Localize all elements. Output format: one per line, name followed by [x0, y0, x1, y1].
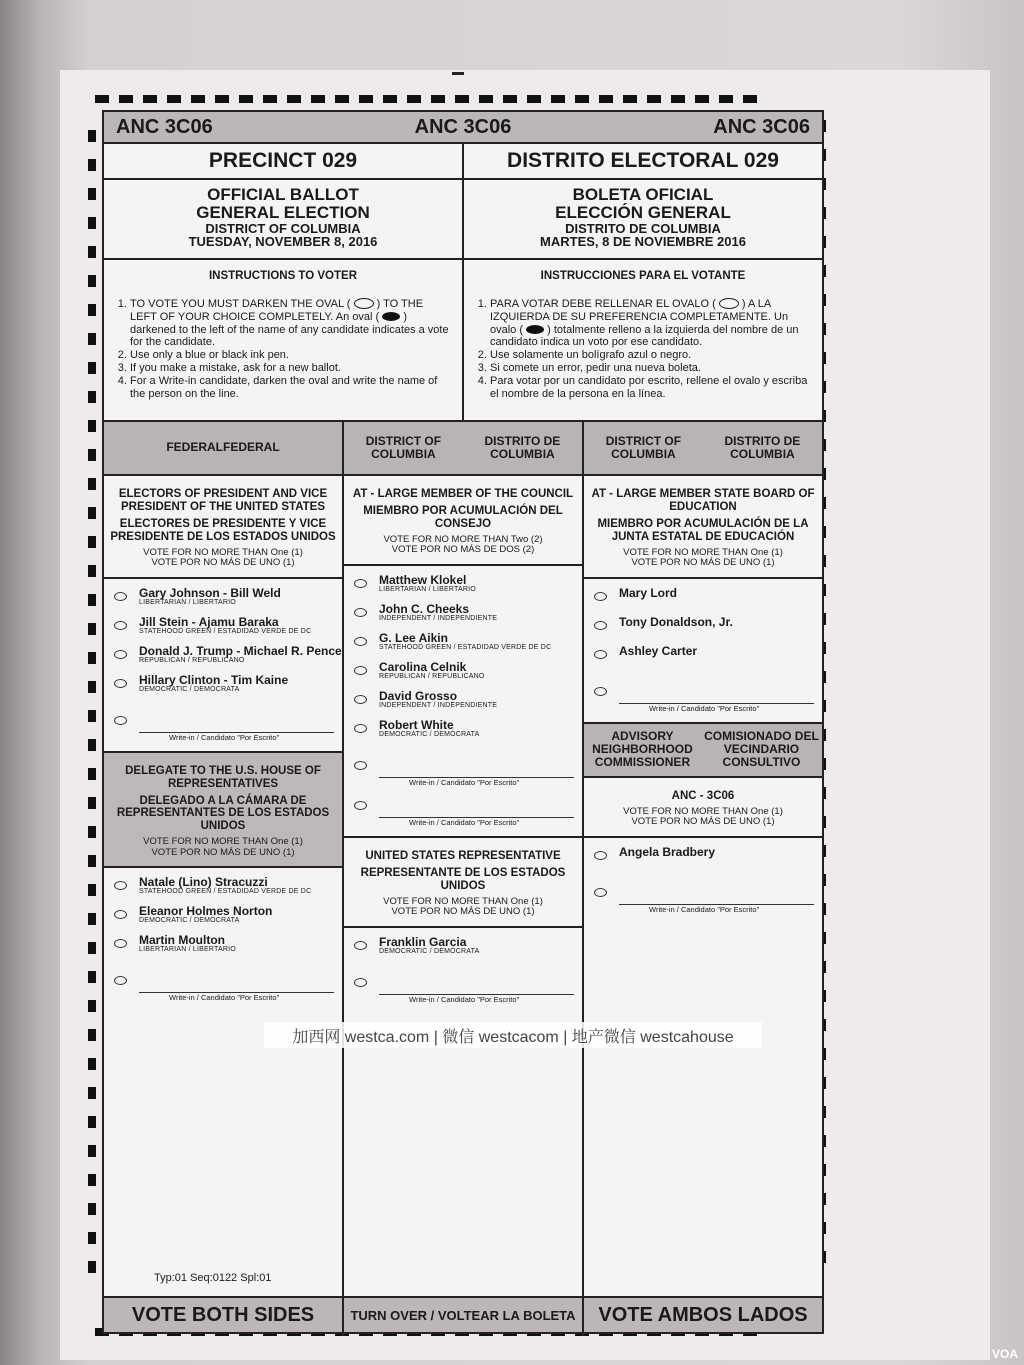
timing-mark	[88, 362, 96, 374]
candidate-party: LIBERTARIAN / LIBERTARIO	[379, 585, 476, 593]
candidate-name: Ashley Carter	[619, 643, 698, 658]
timing-mark	[599, 95, 613, 103]
timing-mark	[88, 275, 96, 287]
vote-rule: VOTE FOR NO MORE THAN One (1)	[143, 836, 303, 848]
candidate-text	[379, 936, 479, 956]
candidate-name: Hillary Clinton - Tim Kaine	[139, 672, 289, 687]
contest-header	[344, 836, 582, 928]
contest-title: MIEMBRO POR ACUMULACIÓN DEL CONSEJO	[363, 504, 563, 530]
candidate-text	[139, 674, 288, 694]
timing-mark	[88, 130, 96, 142]
timing-mark	[551, 95, 565, 103]
candidate-text	[139, 616, 311, 636]
timing-mark	[88, 1000, 96, 1012]
write-in-label: Write-in / Candidato "Por Escrito"	[649, 703, 760, 713]
timing-mark	[88, 1087, 96, 1099]
candidate-list	[584, 838, 822, 923]
write-in-row[interactable]	[104, 963, 342, 1003]
candidate-row[interactable]	[344, 690, 582, 719]
candidate-oval[interactable]	[354, 579, 367, 588]
write-in-row[interactable]	[104, 703, 342, 742]
voa-logo: VOA	[991, 1347, 1018, 1361]
contest-title: ELECTORS OF PRESIDENT AND VICE PRESIDENT OF THE UNITED STATES	[118, 488, 328, 513]
column-federal	[104, 422, 344, 1336]
candidate-text	[139, 645, 342, 665]
write-in-line[interactable]	[619, 683, 814, 713]
timing-mark	[88, 420, 96, 432]
candidate-party: STATEHOOD GREEN / ESTADIDAD VERDE DE DC	[139, 627, 312, 635]
candidate-name: Donald J. Trump - Michael R. Pence	[139, 643, 342, 658]
candidate-list	[104, 868, 342, 1011]
timing-mark	[88, 710, 96, 722]
timing-mark	[311, 95, 325, 103]
timing-mark	[431, 95, 445, 103]
timing-mark	[695, 95, 709, 103]
candidate-text	[379, 719, 479, 739]
timing-mark	[335, 95, 349, 103]
candidate-row[interactable]	[104, 587, 342, 616]
timing-mark	[287, 95, 301, 103]
section-header-line: FEDERAL	[223, 440, 280, 455]
write-in-line[interactable]	[379, 757, 574, 787]
write-in-label: Write-in / Candidato "Por Escrito"	[649, 904, 760, 914]
timing-mark	[215, 95, 229, 103]
section-header-line: DISTRITO DE COLUMBIA	[724, 433, 801, 461]
candidate-name: Matthew Klokel	[379, 572, 467, 587]
write-in-row[interactable]	[344, 965, 582, 1004]
candidate-oval[interactable]	[354, 608, 367, 617]
candidate-oval[interactable]	[114, 679, 127, 688]
candidate-party: STATEHOOD GREEN / ESTADIDAD VERDE DE DC	[379, 643, 552, 651]
candidate-party: LIBERTARIAN / LIBERTARIO	[139, 946, 236, 954]
candidate-party: INDEPENDENT / INDEPENDIENTE	[379, 701, 498, 709]
ballot-footer	[104, 1296, 822, 1332]
timing-mark	[647, 95, 661, 103]
vote-rule: VOTE POR NO MÁS DE UNO (1)	[631, 557, 775, 569]
timing-mark	[407, 95, 421, 103]
candidate-row[interactable]	[104, 905, 342, 934]
timing-mark	[88, 884, 96, 896]
candidate-party: INDEPENDENT / INDEPENDIENTE	[379, 614, 498, 622]
sequence-code: Typ:01 Seq:0122 Spl:01	[154, 1272, 272, 1284]
candidate-text	[379, 661, 485, 681]
instructions-row	[104, 260, 822, 422]
timing-mark	[88, 217, 96, 229]
column-dc-2	[584, 422, 822, 1336]
section-header	[104, 422, 342, 476]
candidate-name: Angela Bradbery	[619, 844, 716, 859]
watermark-caption: 加西网 westca.com | 微信 westcacom | 地产微信 westcahouse	[264, 1022, 762, 1048]
timing-mark	[88, 652, 96, 664]
filled-oval-icon	[382, 312, 400, 321]
empty-oval-icon	[354, 298, 374, 309]
contest-title: DELEGATE TO THE U.S. HOUSE OF REPRESENTATIVES	[125, 764, 321, 790]
timing-mark	[88, 1261, 96, 1273]
anc-label-center: ANC 3C06	[414, 115, 512, 138]
candidate-oval[interactable]	[594, 621, 607, 630]
footer-vote-both-sides: VOTE BOTH SIDES	[104, 1298, 344, 1332]
timing-mark	[95, 95, 109, 103]
instructions-en: INSTRUCTIONS TO VOTER 1. TO VOTE YOU MUST DARKEN THE OVAL ( ) TO THE LEFT OF YOUR CHOICE COMPLETELY. An oval ( ) darkened to the left of the name of any candidate indicates a vote for the candidate. 2. Use only a blue or black ink pen. 3. If you make a mistake, ask for a new ballot. 4. For a Write-in candidate, darken the oval and write the name of the person on the line.	[104, 260, 464, 420]
instructions-es: INSTRUCCIONES PARA EL VOTANTE 1. PARA VOTAR DEBE RELLENAR EL OVALO ( ) A LA IZQUIERDA DE SU PREFERENCIA COMPLETAMENTE. Un ovalo ( ) totalmente relleno a la izquierda del nombre de un candidato indica un voto por ese candidato. 2. Use solamente un bolígrafo azul o negro. 3. Si comete un error, pedir una nueva boleta. 4. Para votar por un candidato por escrito, rellene el ovalo y escriba el nombre de la persona en la línea.	[464, 260, 822, 420]
title-row	[104, 180, 822, 260]
timing-mark	[88, 536, 96, 548]
contest-band-line: ADVISORY NEIGHBORHOOD COMMISSIONER	[592, 728, 693, 770]
write-in-line[interactable]	[379, 797, 574, 827]
timing-mark	[671, 95, 685, 103]
contest-title: ANC - 3C06	[671, 789, 735, 802]
anc-header	[104, 112, 822, 144]
contest-header	[104, 476, 342, 579]
candidate-oval[interactable]	[114, 939, 127, 948]
candidate-oval[interactable]	[594, 650, 607, 659]
contest-band	[584, 722, 822, 778]
candidate-row[interactable]	[584, 645, 822, 674]
section-header-line: FEDERAL	[166, 440, 223, 455]
candidate-name: Carolina Celnik	[379, 659, 467, 674]
precinct-row	[104, 144, 822, 180]
write-in-row[interactable]	[344, 788, 582, 827]
candidate-row[interactable]	[344, 632, 582, 661]
timing-mark	[88, 159, 96, 171]
write-in-label: Write-in / Candidato "Por Escrito"	[169, 732, 280, 742]
candidate-oval[interactable]	[354, 941, 367, 950]
candidate-name: John C. Cheeks	[379, 601, 470, 616]
timing-mark	[88, 768, 96, 780]
candidate-party: REPUBLICAN / REPUBLICANO	[139, 656, 245, 664]
precinct-en: PRECINCT 029	[104, 144, 464, 178]
candidate-name: Jill Stein - Ajamu Baraka	[139, 614, 279, 629]
candidate-row[interactable]	[584, 616, 822, 645]
candidate-row[interactable]	[104, 674, 342, 703]
contest-header	[104, 751, 342, 869]
timing-mark	[167, 95, 181, 103]
candidate-row[interactable]	[584, 846, 822, 875]
candidate-oval[interactable]	[114, 592, 127, 601]
candidate-text	[379, 574, 476, 594]
contest-band-line: COMISIONADO DEL VECINDARIO CONSULTIVO	[704, 728, 819, 770]
candidate-name: Martin Moulton	[139, 933, 225, 948]
timing-mark	[88, 507, 96, 519]
candidate-oval[interactable]	[114, 881, 127, 890]
empty-oval-icon	[719, 298, 739, 309]
candidate-oval[interactable]	[594, 592, 607, 601]
timing-mark	[143, 95, 157, 103]
section-header	[344, 422, 582, 476]
timing-mark	[88, 304, 96, 316]
timing-mark	[88, 855, 96, 867]
candidate-row[interactable]	[344, 574, 582, 603]
contest-title: AT - LARGE MEMBER OF THE COUNCIL	[352, 488, 574, 500]
candidate-row[interactable]	[104, 616, 342, 645]
candidate-text	[139, 876, 311, 896]
timing-mark	[263, 95, 277, 103]
timing-mark	[623, 95, 637, 103]
candidate-row[interactable]	[584, 587, 822, 616]
timing-mark	[88, 1203, 96, 1215]
candidate-text	[379, 690, 497, 710]
vote-rule: VOTE POR NO MÁS DE UNO (1)	[151, 846, 295, 858]
candidate-row[interactable]	[344, 719, 582, 748]
contest-title: DELEGADO A LA CÁMARA DE REPRESENTANTES DE LOS ESTADOS UNIDOS	[116, 794, 330, 833]
candidate-text	[139, 934, 236, 954]
write-in-label: Write-in / Candidato "Por Escrito"	[409, 817, 520, 827]
contest-header	[584, 778, 822, 838]
anc-label-right: ANC 3C06	[713, 115, 810, 138]
timing-mark	[88, 1174, 96, 1186]
timing-mark	[88, 594, 96, 606]
timing-mark	[88, 826, 96, 838]
candidate-party: DEMOCRATIC / DEMÓCRATA	[139, 917, 240, 925]
timing-mark	[119, 95, 133, 103]
write-in-row[interactable]	[344, 748, 582, 787]
filled-oval-icon	[526, 325, 544, 334]
footer-turn-over: TURN OVER / VOLTEAR LA BOLETA	[344, 1298, 584, 1332]
candidate-text	[379, 632, 551, 652]
timing-mark	[455, 95, 469, 103]
timing-mark	[88, 971, 96, 983]
candidate-text	[619, 587, 677, 599]
section-header-line: DISTRICT OF COLUMBIA	[605, 433, 682, 461]
timing-mark	[88, 739, 96, 751]
write-in-oval[interactable]	[114, 976, 127, 985]
candidate-oval[interactable]	[354, 666, 367, 675]
candidate-oval[interactable]	[114, 650, 127, 659]
candidate-party: DEMOCRATIC / DEMÓCRATA	[139, 685, 240, 693]
contest-title: AT - LARGE MEMBER STATE BOARD OF EDUCATION	[591, 488, 815, 513]
section-header-line: DISTRITO DE COLUMBIA	[484, 433, 561, 461]
candidate-name: Tony Donaldson, Jr.	[619, 614, 733, 629]
vote-rule: VOTE FOR NO MORE THAN Two (2)	[383, 533, 543, 545]
timing-mark	[88, 1058, 96, 1070]
candidate-text	[619, 616, 733, 628]
candidate-name: Gary Johnson - Bill Weld	[139, 585, 281, 600]
contest-title: ELECTORES DE PRESIDENTE Y VICE PRESIDENTE DE LOS ESTADOS UNIDOS	[110, 517, 336, 543]
write-in-oval[interactable]	[594, 687, 607, 696]
timing-mark	[88, 1145, 96, 1157]
contest-columns	[104, 422, 822, 1336]
vote-rule: VOTE POR NO MÁS DE UNO (1)	[631, 816, 775, 828]
candidate-name: Mary Lord	[619, 585, 678, 600]
write-in-line[interactable]	[619, 884, 814, 914]
timing-mark	[743, 95, 757, 103]
candidate-oval[interactable]	[354, 695, 367, 704]
candidate-row[interactable]	[104, 645, 342, 674]
write-in-label: Write-in / Candidato "Por Escrito"	[409, 994, 520, 1004]
candidate-party: DEMOCRATIC / DEMÓCRATA	[379, 947, 480, 955]
candidate-name: Eleanor Holmes Norton	[139, 904, 273, 919]
candidate-text	[619, 846, 715, 858]
candidate-row[interactable]	[104, 934, 342, 963]
timing-mark	[88, 478, 96, 490]
candidate-row[interactable]	[344, 661, 582, 690]
timing-mark	[88, 246, 96, 258]
timing-mark	[719, 95, 733, 103]
timing-marks-top	[95, 95, 757, 103]
section-header-line: DISTRICT OF COLUMBIA	[365, 433, 442, 461]
timing-mark	[88, 1232, 96, 1244]
candidate-row[interactable]	[344, 936, 582, 965]
timing-mark	[239, 95, 253, 103]
contest-header	[584, 476, 822, 579]
write-in-oval[interactable]	[114, 716, 127, 725]
section-header	[584, 422, 822, 476]
timing-marks-left	[88, 130, 96, 1273]
candidate-party: REPUBLICAN / REPUBLICANO	[379, 672, 485, 680]
timing-mark	[359, 95, 373, 103]
candidate-list	[344, 566, 582, 836]
registration-mark	[452, 72, 464, 75]
timing-mark	[88, 681, 96, 693]
candidate-row[interactable]	[344, 603, 582, 632]
contest-title: MIEMBRO POR ACUMULACIÓN DE LA JUNTA ESTATAL DE EDUCACIÓN	[597, 517, 809, 543]
vote-rule: VOTE POR NO MÁS DE DOS (2)	[391, 544, 535, 556]
write-in-line[interactable]	[139, 712, 334, 742]
candidate-oval[interactable]	[114, 910, 127, 919]
write-in-row[interactable]	[584, 875, 822, 914]
timing-mark	[88, 1029, 96, 1041]
write-in-oval[interactable]	[354, 801, 367, 810]
candidate-oval[interactable]	[354, 637, 367, 646]
contest-header	[344, 476, 582, 566]
candidate-party: STATEHOOD GREEN / ESTADIDAD VERDE DE DC	[139, 888, 312, 896]
footer-vote-ambos-lados: VOTE AMBOS LADOS	[598, 1303, 808, 1326]
timing-mark	[191, 95, 205, 103]
candidate-list	[584, 579, 822, 722]
anc-label-left: ANC 3C06	[116, 115, 213, 138]
candidate-party: DEMOCRATIC / DEMÓCRATA	[379, 730, 480, 738]
vote-rule: VOTE FOR NO MORE THAN One (1)	[383, 895, 543, 907]
timing-mark	[88, 449, 96, 461]
column-dc-1	[344, 422, 584, 1336]
timing-mark	[88, 942, 96, 954]
write-in-oval[interactable]	[594, 888, 607, 897]
write-in-oval[interactable]	[354, 978, 367, 987]
timing-mark	[575, 95, 589, 103]
timing-mark	[88, 188, 96, 200]
candidate-text	[139, 905, 272, 925]
candidate-list	[344, 928, 582, 1013]
vote-rule: VOTE POR NO MÁS DE UNO (1)	[391, 906, 535, 918]
timing-mark	[88, 333, 96, 345]
timing-mark	[527, 95, 541, 103]
title-es: BOLETA OFICIAL ELECCIÓN GENERAL DISTRITO DE COLUMBIA MARTES, 8 DE NOVIEMBRE 2016	[540, 185, 746, 250]
candidate-oval[interactable]	[114, 621, 127, 630]
contest-title: UNITED STATES REPRESENTATIVE	[365, 849, 561, 862]
title-en: OFFICIAL BALLOT GENERAL ELECTION DISTRICT OF COLUMBIA TUESDAY, NOVEMBER 8, 2016	[104, 180, 464, 258]
timing-mark	[88, 1116, 96, 1128]
candidate-oval[interactable]	[354, 724, 367, 733]
timing-mark	[88, 565, 96, 577]
timing-mark	[503, 95, 517, 103]
ballot	[102, 110, 824, 1334]
candidate-name: G. Lee Aikin	[379, 630, 448, 645]
vote-rule: VOTE FOR NO MORE THAN One (1)	[623, 805, 783, 817]
candidate-name: Natale (Lino) Stracuzzi	[139, 875, 268, 890]
candidate-name: David Grosso	[379, 688, 458, 703]
write-in-line[interactable]	[139, 972, 334, 1003]
candidate-list	[104, 579, 342, 751]
timing-mark	[88, 391, 96, 403]
write-in-row[interactable]	[584, 674, 822, 713]
write-in-line[interactable]	[379, 974, 574, 1004]
timing-mark	[88, 797, 96, 809]
candidate-party: LIBERTARIAN / LIBERTARIO	[139, 598, 236, 606]
contest-title: REPRESENTANTE DE LOS ESTADOS UNIDOS	[360, 866, 566, 892]
timing-mark	[383, 95, 397, 103]
write-in-label: Write-in / Candidato "Por Escrito"	[409, 777, 520, 787]
timing-mark	[479, 95, 493, 103]
candidate-oval[interactable]	[594, 851, 607, 860]
candidate-row[interactable]	[104, 876, 342, 905]
timing-mark	[88, 913, 96, 925]
candidate-name: Franklin Garcia	[379, 934, 467, 949]
write-in-label: Write-in / Candidato "Por Escrito"	[169, 993, 280, 1003]
write-in-oval[interactable]	[354, 761, 367, 770]
candidate-name: Robert White	[379, 717, 454, 732]
candidate-text	[139, 587, 281, 607]
candidate-text	[619, 645, 697, 657]
vote-rule: VOTE FOR NO MORE THAN One (1)	[143, 546, 303, 558]
precinct-es: DISTRITO ELECTORAL 029	[507, 149, 779, 172]
vote-rule: VOTE FOR NO MORE THAN One (1)	[623, 546, 783, 558]
vote-rule: VOTE POR NO MÁS DE UNO (1)	[151, 557, 295, 569]
candidate-text	[379, 603, 497, 623]
timing-mark	[88, 623, 96, 635]
